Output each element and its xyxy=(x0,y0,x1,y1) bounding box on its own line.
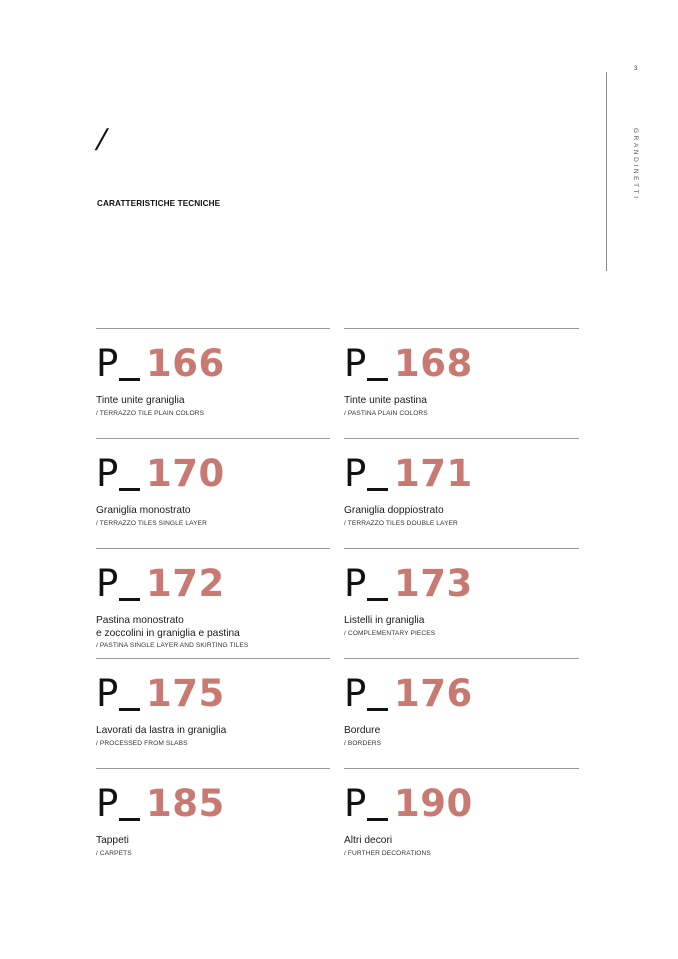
entry-divider xyxy=(344,548,579,549)
page-ref-number: 172 xyxy=(146,562,225,605)
entry-name: Tappeti xyxy=(96,835,129,846)
page-prefix: P xyxy=(344,782,366,825)
entry-divider xyxy=(96,438,330,439)
prefix-underscore xyxy=(367,378,388,381)
page-prefix: P xyxy=(344,452,366,495)
entry-name: Graniglia monostrato xyxy=(96,505,191,516)
entry-subtitle: / BORDERS xyxy=(344,740,382,747)
entry-name: Tinte unite pastina xyxy=(344,395,427,406)
entry-name-line-2: e zoccolini in graniglia e pastina xyxy=(96,627,240,639)
side-divider xyxy=(606,72,607,271)
entry-subtitle: / CARPETS xyxy=(96,850,132,857)
prefix-underscore xyxy=(367,598,388,601)
entry-subtitle: / TERRAZZO TILES DOUBLE LAYER xyxy=(344,520,458,527)
page-prefix: P xyxy=(96,782,118,825)
page-ref-number: 171 xyxy=(394,452,473,495)
index-row xyxy=(96,658,579,768)
index-row xyxy=(96,438,579,548)
entry-name: Listelli in graniglia xyxy=(344,615,425,626)
index-entry[interactable] xyxy=(344,768,579,878)
entry-name: Graniglia doppiostrato xyxy=(344,505,444,516)
prefix-underscore xyxy=(119,818,140,821)
index-entry[interactable] xyxy=(96,768,330,878)
entry-divider xyxy=(96,548,330,549)
page-ref-number: 166 xyxy=(146,342,225,385)
prefix-underscore xyxy=(119,708,140,711)
entry-divider xyxy=(96,328,330,329)
index-entry[interactable] xyxy=(344,328,579,438)
page-ref-number: 173 xyxy=(394,562,473,605)
entry-name-line-1: Pastina monostrato xyxy=(96,615,184,626)
index-entry[interactable] xyxy=(96,548,330,658)
index-row xyxy=(96,768,579,878)
entry-name xyxy=(96,615,240,640)
section-slash: / xyxy=(95,124,107,157)
page-prefix: P xyxy=(344,672,366,715)
index-entry[interactable] xyxy=(344,658,579,768)
entry-subtitle: / FURTHER DECORATIONS xyxy=(344,850,431,857)
page-prefix: P xyxy=(96,562,118,605)
entry-name: Lavorati da lastra in graniglia xyxy=(96,725,227,736)
entry-subtitle: / TERRAZZO TILES SINGLE LAYER xyxy=(96,520,207,527)
page-ref-number: 176 xyxy=(394,672,473,715)
page-index-grid xyxy=(96,328,579,878)
page-ref-number: 170 xyxy=(146,452,225,495)
entry-divider xyxy=(96,658,330,659)
entry-subtitle: / TERRAZZO TILE PLAIN COLORS xyxy=(96,410,205,417)
index-entry[interactable] xyxy=(96,658,330,768)
page-number: 3 xyxy=(634,66,638,72)
entry-subtitle: / PASTINA SINGLE LAYER AND SKIRTING TILES xyxy=(96,642,249,649)
page-prefix: P xyxy=(96,452,118,495)
page-ref-number: 168 xyxy=(394,342,473,385)
page-ref-number: 190 xyxy=(394,782,473,825)
prefix-underscore xyxy=(119,598,140,601)
prefix-underscore xyxy=(367,708,388,711)
index-row xyxy=(96,548,579,658)
entry-name: Tinte unite graniglia xyxy=(96,395,185,406)
index-entry[interactable] xyxy=(344,438,579,548)
index-entry[interactable] xyxy=(96,438,330,548)
entry-divider xyxy=(344,328,579,329)
prefix-underscore xyxy=(367,488,388,491)
entry-subtitle: / PASTINA PLAIN COLORS xyxy=(344,410,428,417)
section-title: CARATTERISTICHE TECNICHE xyxy=(97,199,221,208)
index-entry[interactable] xyxy=(96,328,330,438)
entry-name: Bordure xyxy=(344,725,381,736)
page-prefix: P xyxy=(344,342,366,385)
prefix-underscore xyxy=(119,488,140,491)
entry-divider xyxy=(96,768,330,769)
brand-vertical-text: GRANDINETTI xyxy=(632,128,639,201)
entry-subtitle: / PROCESSED FROM SLABS xyxy=(96,740,188,747)
entry-subtitle: / COMPLEMENTARY PIECES xyxy=(344,630,436,637)
page-ref-number: 185 xyxy=(146,782,225,825)
index-row xyxy=(96,328,579,438)
page-ref-number: 175 xyxy=(146,672,225,715)
page-prefix: P xyxy=(96,672,118,715)
page-prefix: P xyxy=(344,562,366,605)
index-entry[interactable] xyxy=(344,548,579,658)
entry-divider xyxy=(344,768,579,769)
page-prefix: P xyxy=(96,342,118,385)
entry-name: Altri decori xyxy=(344,835,393,846)
prefix-underscore xyxy=(367,818,388,821)
prefix-underscore xyxy=(119,378,140,381)
entry-divider xyxy=(344,438,579,439)
entry-divider xyxy=(344,658,579,659)
